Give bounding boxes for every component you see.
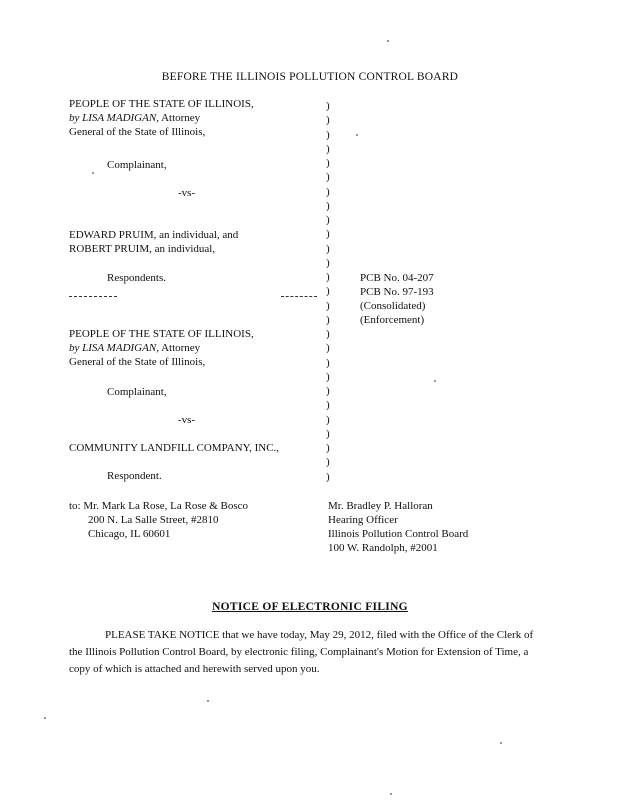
case1-by-line <box>69 111 200 125</box>
case2-respondent-line1: COMMUNITY LANDFILL COMPANY, INC., <box>69 442 280 454</box>
service-left-line1: to: Mr. Mark La Rose, La Rose & Bosco <box>69 500 249 512</box>
case2-by-line <box>69 341 200 355</box>
scan-speck <box>92 172 94 174</box>
case2-party-line1: PEOPLE OF THE STATE OF ILLINOIS, <box>69 328 254 340</box>
case2-party-line3: General of the State of Illinois, <box>69 356 206 368</box>
case1-by-label: by LISA MADIGAN <box>69 112 157 124</box>
caption-paren: ) <box>326 299 330 312</box>
scan-speck <box>434 380 436 382</box>
service-left-line2: 200 N. La Salle Street, #2810 <box>88 514 219 526</box>
caption-paren: ) <box>326 313 330 326</box>
caption-paren: ) <box>326 370 330 383</box>
scan-speck <box>387 40 389 42</box>
notice-body: PLEASE TAKE NOTICE that we have today, May 29, 2012, filed with the Office of the Clerk of the Illinois Pollution Control Board, by electronic filing, Complainant's Motion for Extension of Time, a copy of which is attached and herewith served upon you. <box>69 629 534 675</box>
scan-speck <box>356 134 358 136</box>
caption-paren: ) <box>326 199 330 212</box>
caption-paren: ) <box>326 214 330 226</box>
caption-paren: ) <box>326 114 330 127</box>
separator-dash-right <box>281 296 317 298</box>
caption-paren: ) <box>326 271 330 283</box>
scan-speck <box>390 793 392 795</box>
caption-paren: ) <box>326 356 330 369</box>
caption-paren: ) <box>326 285 330 298</box>
case1-by-suffix: , Attorney <box>156 112 201 124</box>
service-right-line1: Mr. Bradley P. Halloran <box>328 500 433 512</box>
pcb-number-2: PCB No. 97-193 <box>360 286 434 298</box>
document-title: BEFORE THE ILLINOIS POLLUTION CONTROL BOARD <box>161 71 459 83</box>
service-left-line3: Chicago, IL 60601 <box>88 528 171 540</box>
caption-paren: ) <box>326 242 330 255</box>
caption-paren: ) <box>326 385 330 397</box>
caption-paren: ) <box>326 128 330 141</box>
scan-speck <box>44 717 46 719</box>
caption-paren: ) <box>326 470 330 483</box>
case2-complainant-label: Complainant, <box>107 386 167 398</box>
caption-paren: ) <box>326 456 330 469</box>
caption-paren: ) <box>326 342 330 355</box>
case1-respondent-line1: EDWARD PRUIM, an individual, and <box>69 229 239 241</box>
pcb-number-1: PCB No. 04-207 <box>360 272 434 284</box>
consolidated-label: (Consolidated) <box>360 300 426 312</box>
service-right-line4: 100 W. Randolph, #2001 <box>328 542 438 554</box>
case1-vs: -vs- <box>178 187 196 199</box>
case1-respondent-line2: ROBERT PRUIM, an individual, <box>69 243 216 255</box>
case2-respondent-label: Respondent. <box>107 470 162 482</box>
caption-paren: ) <box>326 157 330 169</box>
service-right-line3: Illinois Pollution Control Board <box>328 528 469 540</box>
caption-paren: ) <box>326 442 330 454</box>
scan-speck <box>207 700 209 702</box>
scan-speck <box>500 742 502 744</box>
case2-vs: -vs- <box>178 414 196 426</box>
caption-paren: ) <box>326 185 330 198</box>
caption-paren: ) <box>326 228 330 241</box>
caption-paren: ) <box>326 100 330 112</box>
case1-party-line3: General of the State of Illinois, <box>69 126 206 138</box>
caption-paren: ) <box>326 427 330 440</box>
notice-heading: NOTICE OF ELECTRONIC FILING <box>212 601 408 613</box>
case1-party-line1: PEOPLE OF THE STATE OF ILLINOIS, <box>69 98 254 110</box>
case1-complainant-label: Complainant, <box>107 159 167 171</box>
case2-by-label: by LISA MADIGAN <box>69 342 157 354</box>
case2-by-suffix: , Attorney <box>156 342 201 354</box>
service-right-line2: Hearing Officer <box>328 514 398 526</box>
case1-respondents-label: Respondents. <box>107 272 166 284</box>
caption-paren-column <box>326 99 336 484</box>
caption-paren: ) <box>326 413 330 426</box>
enforcement-label: (Enforcement) <box>360 314 425 326</box>
caption-paren: ) <box>326 171 330 184</box>
caption-paren: ) <box>326 142 330 155</box>
separator-dash-left <box>69 296 117 298</box>
caption-paren: ) <box>326 256 330 269</box>
caption-paren: ) <box>326 328 330 340</box>
caption-paren: ) <box>326 399 330 412</box>
